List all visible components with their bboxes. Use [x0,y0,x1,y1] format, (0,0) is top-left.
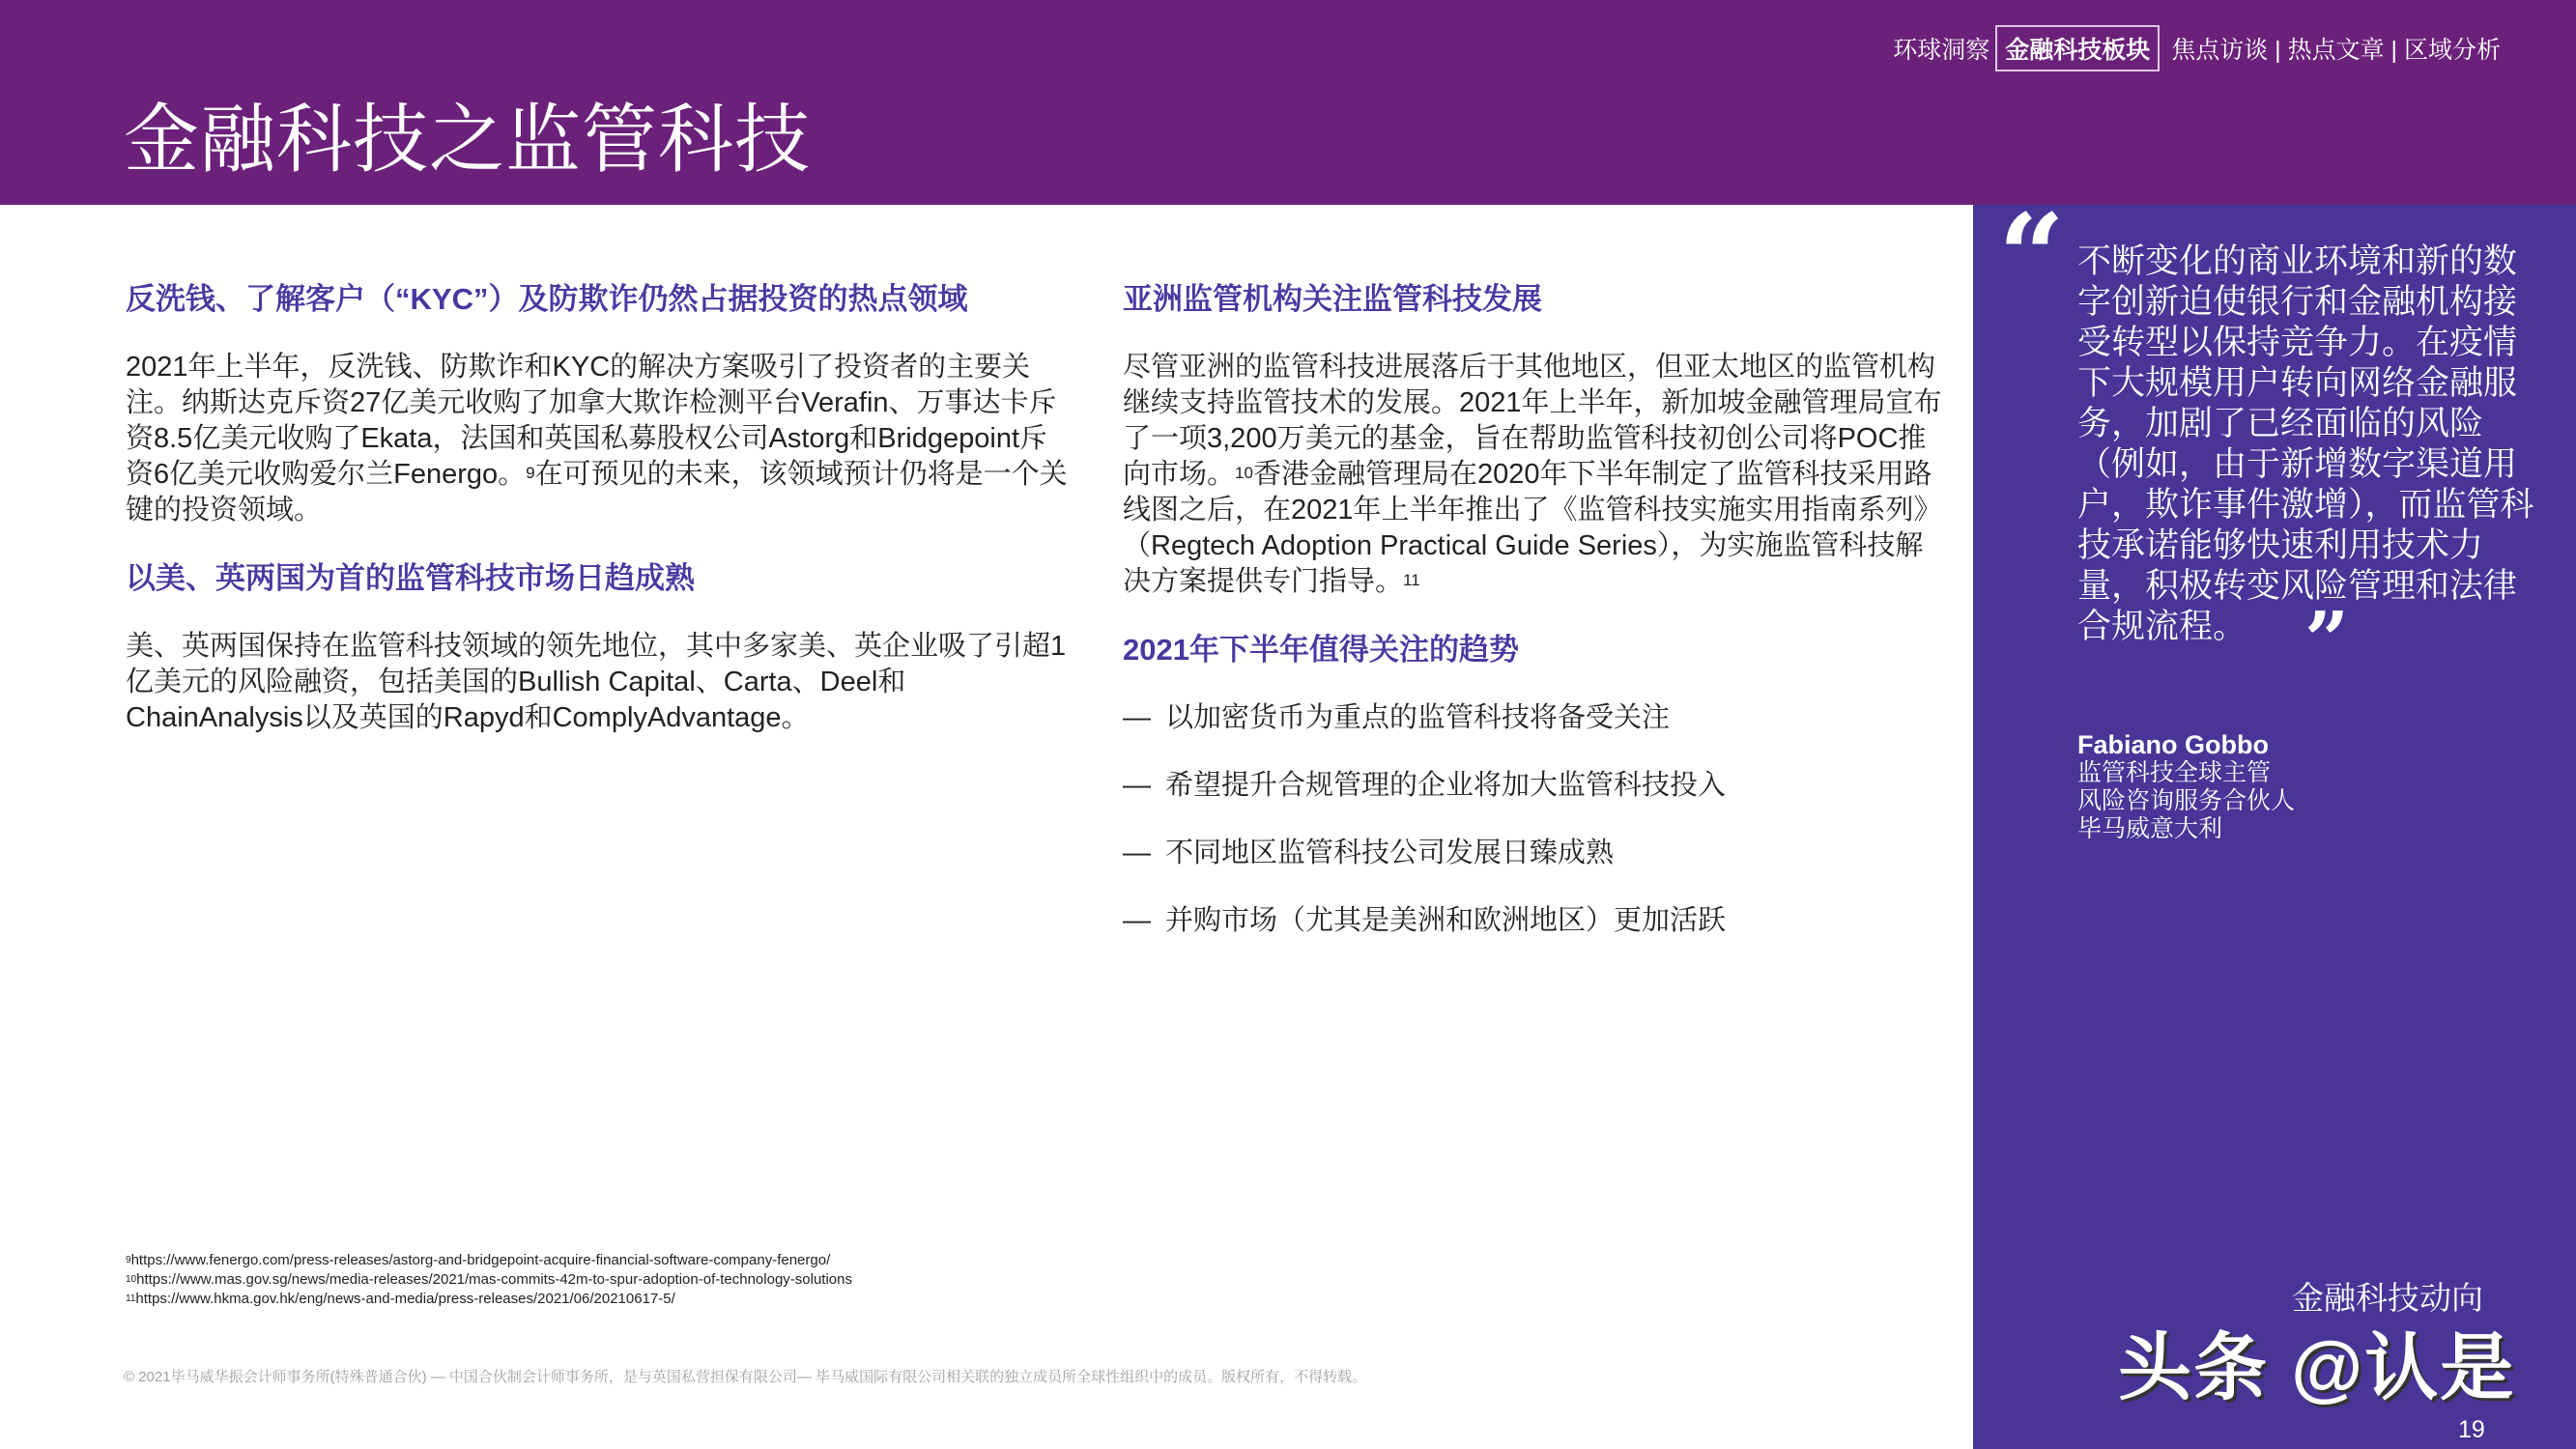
footnote-ref: 9 [526,464,535,482]
trend-text: 希望提升合规管理的企业将加大监管科技投入 [1165,770,1727,801]
quote-text: 不断变化的商业环境和新的数字创新迫使银行和金融机构接受转型以保持竞争力。在疫情下大规模用户转向网络金融服务，加剧了已经面临的风险（例如，由于新增数字渠道用户，欺诈事件激增），而监管科技承诺能够快速利用技术力量，积极转变风险管理和法律合规流程。 [2077,242,2534,645]
footnote-number: 9 [126,1255,131,1265]
trend-text: 以加密货币为重点的监管科技将备受关注 [1165,702,1671,733]
copyright-footer: © 2021毕马威华振会计师事务所(特殊普通合伙) — 中国合伙制会计师事务所，是与英国私营担保有限公司— 毕马威国际有限公司相关联的独立成员所全球性组织中的成员。版权所有，不得转载。 [124,1369,1367,1385]
footnote [126,1251,852,1270]
dash-icon: — [1123,905,1151,936]
trend-item [1123,903,1944,939]
trend-text: 不同地区监管科技公司发展日臻成熟 [1165,838,1615,868]
paragraph-asia [1123,350,1944,600]
trend-item [1123,768,1944,804]
middle-column [1123,280,1944,971]
footnotes [126,1251,852,1309]
footnote-ref: 10 [1235,464,1253,482]
nav-item-fintech-active[interactable]: 金融科技板块 [1995,25,2160,71]
footnote [126,1270,852,1290]
section-heading-aml-kyc: 反洗钱、了解客户（“KYC”）及防欺诈仍然占据投资的热点领域 [126,282,968,316]
footnote-link[interactable]: https://www.fenergo.com/press-releases/astorg-and-bridgepoint-acquire-financial-software-company-fenergo/ [130,1252,831,1268]
quote-author [2077,731,2295,843]
close-quote-icon: ” [2304,594,2350,685]
paragraph-aml-kyc [126,350,1068,528]
open-quote-icon: “ [1998,205,2066,325]
trend-item [1123,700,1944,736]
author-company: 毕马威意大利 [2077,815,2223,842]
paragraph-text: 香港金融管理局在2020年下半年制定了监管科技采用路线图之后，在2021年上半年推出了《监管科技实施实用指南系列》（Regtech Adoption Practical Guide Series），为实施监管科技解决方案提供专门指导。 [1123,459,1942,597]
section-nav [1893,25,2501,71]
dash-icon: — [1123,838,1151,868]
left-column [126,280,1068,736]
section-heading-asia: 亚洲监管机构关注监管科技发展 [1123,282,1542,316]
dash-icon: — [1123,702,1151,733]
trend-item [1123,836,1944,871]
footnote-link[interactable]: https://www.hkma.gov.hk/eng/news-and-media/press-releases/2021/06/20210617-5/ [135,1291,675,1307]
nav-item-global-insight[interactable]: 环球洞察 [1893,37,1990,64]
paragraph-text: 在可预见的未来，该领域预计仍将是一个关键的投资领域。 [126,459,1068,526]
nav-item-others[interactable]: 焦点访谈 | 热点文章 | 区域分析 [2171,37,2501,64]
author-title: 监管科技全球主管 [2077,759,2272,786]
footnote-number: 11 [126,1293,136,1304]
page-header [0,0,2576,205]
trend-text: 并购市场（尤其是美洲和欧洲地区）更加活跃 [1165,905,1727,936]
paragraph-text: 2021年上半年，反洗钱、防欺诈和KYC的解决方案吸引了投资者的主要关注。纳斯达克斥资27亿美元收购了加拿大欺诈检测平台Verafin、万事达卡斥资8.5亿美元收购了Ekata，法国和英国私募股权公司Astorg和Bridgepoint斥资6亿美元收购爱尔兰Fenergo。 [126,352,1057,490]
footnote-number: 10 [126,1274,137,1285]
section-heading-trends: 2021年下半年值得关注的趋势 [1123,633,1519,667]
paragraph-us-uk: 美、英两国保持在监管科技领域的领先地位，其中多家美、英企业吸了引超1亿美元的风险融资，包括美国的Bullish Capital、Carta、Deel和ChainAnalysis以及英国的Rapyd和ComplyAdvantage。 [126,631,1067,733]
page-title: 金融科技之监管科技 [124,97,812,182]
footnote-link[interactable]: https://www.mas.gov.sg/news/media-releases/2021/mas-commits-42m-to-spur-adoption-of-technology-solutions [136,1271,852,1288]
footnote-ref: 11 [1403,571,1420,589]
page-number: 19 [2458,1416,2485,1443]
footnote [126,1290,852,1309]
author-name: Fabiano Gobbo [2077,730,2269,759]
quote-panel [1973,205,2576,1449]
author-title: 风险咨询服务合伙人 [2077,787,2296,814]
watermark: 头条 @认是 [2118,1327,2516,1409]
dash-icon: — [1123,770,1151,801]
watermark-subtext: 金融科技动向 [2292,1280,2483,1316]
paragraph-text: 尽管亚洲的监管科技进展落后于其他地区，但亚太地区的监管机构继续支持监管技术的发展。2021年上半年，新加坡金融管理局宣布了一项3,200万美元的基金，旨在帮助监管科技初创公司将POC推向市场。 [1123,352,1942,490]
quote-block [2077,242,2541,685]
section-heading-us-uk: 以美、英两国为首的监管科技市场日趋成熟 [126,561,695,595]
